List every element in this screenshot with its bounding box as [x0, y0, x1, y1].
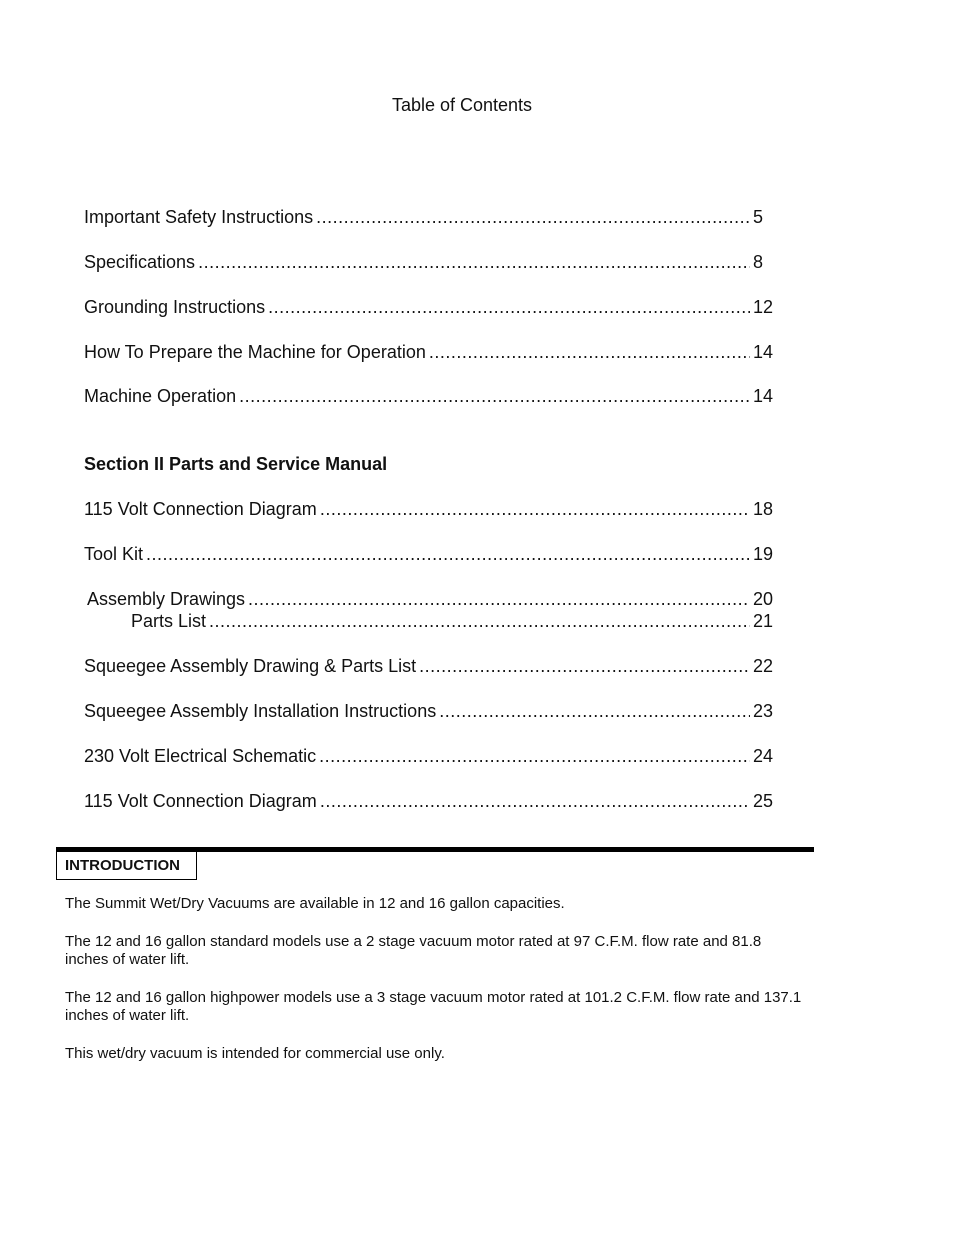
toc-entry-page: 21: [753, 611, 774, 631]
toc-entry-prepare: [84, 342, 777, 366]
toc-entry-label: Squeegee Assembly Drawing & Parts List: [84, 656, 417, 676]
toc-entry-schematic-230: [84, 746, 777, 770]
intro-paragraph: The 12 and 16 gallon highpower models use a 3 stage vacuum motor rated at 101.2 C.F.M. flow rate and 137.1 inches of water lift.: [65, 989, 802, 1024]
toc-entry-connection-115: [84, 499, 777, 523]
toc-entry-page: 12: [753, 297, 774, 317]
toc-entry-operation: [84, 386, 777, 410]
toc-entry-safety: [84, 207, 777, 231]
toc-entry-assembly-drawings: [87, 589, 777, 613]
toc-entry-page: 25: [753, 791, 774, 811]
toc-entry-label: 115 Volt Connection Diagram: [84, 791, 317, 811]
dot-leader: [239, 386, 750, 407]
toc-entry-page: 20: [753, 589, 774, 609]
dot-leader: [320, 499, 750, 520]
toc-entry-label: Specifications: [84, 252, 196, 272]
toc-entry-page: 22: [753, 656, 774, 676]
toc-title: Table of Contents: [391, 95, 533, 115]
toc-entry-label: Assembly Drawings: [87, 589, 246, 609]
toc-entry-label: Tool Kit: [84, 544, 144, 564]
toc-entry-label: 115 Volt Connection Diagram: [84, 499, 317, 519]
toc-entry-label: Squeegee Assembly Installation Instructions: [84, 701, 437, 721]
dot-leader: [209, 611, 750, 632]
dot-leader: [316, 207, 750, 228]
dot-leader: [198, 252, 750, 273]
toc-entry-grounding: [84, 297, 777, 321]
toc-entry-label: Grounding Instructions: [84, 297, 266, 317]
toc-entry-connection-115-b: [84, 791, 777, 815]
toc-entry-tool-kit: [84, 544, 777, 568]
dot-leader: [319, 746, 750, 767]
toc-entry-page: 23: [753, 701, 774, 721]
dot-leader: [439, 701, 750, 722]
intro-paragraph: The Summit Wet/Dry Vacuums are available in 12 and 16 gallon capacities.: [65, 895, 565, 912]
section-heading: Section II Parts and Service Manual: [84, 454, 388, 474]
toc-entry-page: 18: [753, 499, 774, 519]
dot-leader: [419, 656, 750, 677]
dot-leader: [268, 297, 750, 318]
toc-entry-label: Important Safety Instructions: [84, 207, 314, 227]
toc-entry-page: 8: [753, 252, 764, 272]
intro-paragraph: This wet/dry vacuum is intended for commercial use only.: [65, 1045, 445, 1062]
toc-entry-squeegee-installation: [84, 701, 777, 725]
toc-entry-label: How To Prepare the Machine for Operation: [84, 342, 426, 362]
toc-entry-label: Parts List: [131, 611, 207, 631]
dot-leader: [429, 342, 750, 363]
dot-leader: [146, 544, 750, 565]
toc-entry-page: 14: [753, 386, 774, 406]
intro-paragraph: The 12 and 16 gallon standard models use a 2 stage vacuum motor rated at 97 C.F.M. flow rate and 81.8 inches of water lift.: [65, 933, 762, 968]
toc-entry-page: 19: [753, 544, 774, 564]
dot-leader: [248, 589, 750, 610]
toc-entry-page: 5: [753, 207, 764, 227]
toc-entry-page: 14: [753, 342, 774, 362]
toc-entry-squeegee-drawing: [84, 656, 777, 680]
toc-entry-page: 24: [753, 746, 774, 766]
toc-entry-label: 230 Volt Electrical Schematic: [84, 746, 317, 766]
dot-leader: [320, 791, 750, 812]
toc-entry-label: Machine Operation: [84, 386, 237, 406]
toc-entry-parts-list: [131, 611, 777, 635]
introduction-heading: INTRODUCTION: [56, 852, 197, 880]
toc-entry-specifications: [84, 252, 777, 276]
